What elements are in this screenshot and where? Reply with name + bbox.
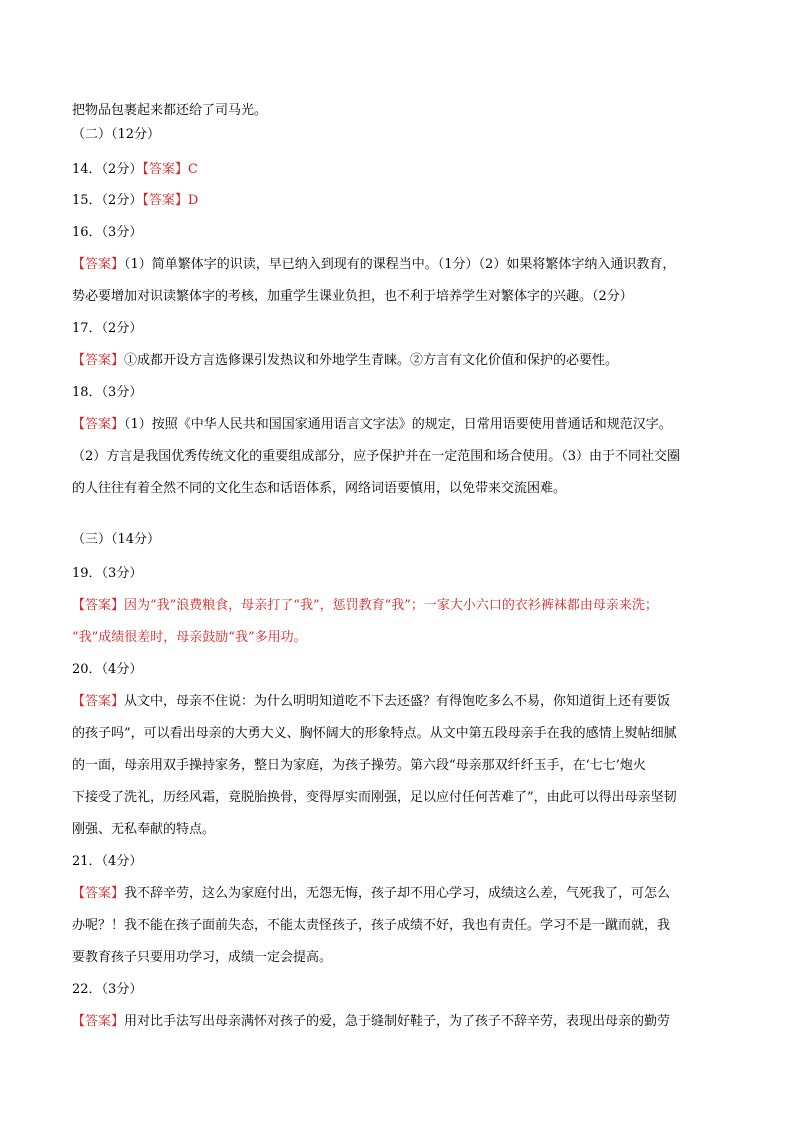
answer-text: C: [187, 162, 198, 177]
answer-tag: 【答案】: [72, 417, 125, 432]
question-16-answer-line: [72, 255, 675, 275]
question-21-answer-line: [72, 884, 670, 904]
question-21-answer-line: 办呢？！我不能在孩子面前失态，不能太责怪孩子，孩子成绩不好，我也有责任。学习不是一蹴而就，我: [72, 918, 671, 933]
answer-text: （1）按照《中华人民共和国国家通用语言文字法》的规定，日常用语要使用普通话和规范汉字。: [124, 417, 672, 432]
question-20-answer-line: 刚强、无私奉献的特点。: [72, 822, 216, 837]
question-18-answer-line: （2）方言是我国优秀传统文化的重要组成部分，应予保护并在一定范围和场合使用。（3）由于不同社交圈: [72, 449, 681, 464]
answer-tag: 【答案】: [72, 886, 125, 901]
question-18-answer-line: [72, 415, 672, 435]
question-20-answer-line: 下接受了洗礼，历经风霜，竟脱胎换骨，变得厚实而刚强，足以应付任何苦难了”，由此可以得出母亲坚韧: [72, 790, 677, 805]
answer-tag: 【答案】: [72, 353, 125, 368]
question-20-answer-line: [72, 692, 670, 712]
question-18-number: 18．（3分）: [72, 385, 143, 400]
question-22-answer-line: [72, 1012, 670, 1032]
question-21-number: 21．（4分）: [72, 854, 143, 869]
question-22-number: 22．（3分）: [72, 982, 143, 997]
top-fragment: 把物品包裹起来都还给了司马光。: [72, 103, 268, 118]
question-number: 14．（2分）: [72, 162, 143, 177]
answer-text: 用对比手法写出母亲满怀对孩子的爱，急于缝制好鞋子，为了孩子不辞辛劳，表现出母亲的勤劳: [124, 1014, 671, 1029]
answer-text: 我不辞辛劳，这么为家庭付出，无怨无悔，孩子却不用心学习，成绩这么差，气死我了，可怎么: [124, 886, 671, 901]
question-14: [72, 160, 198, 180]
question-18-answer-line: 的人往往有着全然不同的文化生态和话语体系，网络词语要慎用，以免带来交流困难。: [72, 481, 567, 496]
question-20-answer-line: 的一面，母亲用双手操持家务，整日为家庭，为孩子操劳。第六段“母亲那双纤纤玉手，在‘七七’炮火: [72, 758, 646, 773]
answer-text: ①成都开设方言选修课引发热议和外地学生青睐。②方言有文化价值和保护的必要性。: [124, 353, 619, 368]
answer-tag: 【答案】: [72, 694, 125, 709]
question-number: 15．（2分）: [72, 193, 143, 208]
question-20-answer-line: 的孩子吗”，可以看出母亲的大勇大义、胸怀阔大的形象特点。从文中第五段母亲手在我的感情上熨帖细腻: [72, 726, 677, 741]
question-16-number: 16．（3分）: [72, 225, 143, 240]
answer-tag: 【答案】: [72, 1014, 125, 1029]
question-20-number: 20．（4分）: [72, 662, 143, 677]
section-2-heading: （二）（12分）: [72, 127, 161, 142]
question-15: [72, 191, 198, 211]
question-16-answer-line: 势必要增加对识读繁体字的考核，加重学生课业负担，也不利于培养学生对繁体字的兴趣。（2分）: [72, 289, 633, 304]
answer-tag: 【答案】: [72, 257, 125, 272]
question-17-number: 17．（2分）: [72, 321, 143, 336]
answer-tag: 【答案】: [72, 598, 125, 613]
answer-tag: 【答案】: [142, 193, 188, 208]
answer-text: （1）简单繁体字的识读，早已纳入到现有的课程当中。（1分）（2）如果将繁体字纳入通识教育，: [124, 257, 676, 272]
question-19-answer-line: [72, 596, 658, 616]
question-19-number: 19．（3分）: [72, 566, 143, 581]
answer-text: D: [187, 193, 199, 208]
question-21-answer-line: 要教育孩子只要用功学习，成绩一定会提高。: [72, 950, 333, 965]
question-17-answer-line: [72, 351, 618, 371]
answer-text: 因为“我”浪费粮食，母亲打了“我”，惩罚教育“我”；一家大小六口的衣衫裤袜都由母亲来洗；: [124, 598, 658, 613]
section-3-heading: （三）（14分）: [72, 532, 161, 547]
answer-tag: 【答案】: [142, 162, 188, 177]
answer-text: 从文中，母亲不住说：为什么明明知道吃不下去还盛？有得饱吃多么不易，你知道街上还有要饭: [124, 694, 671, 709]
question-19-answer-line: “我”成绩很差时，母亲鼓励“我”多用功。: [72, 630, 307, 645]
